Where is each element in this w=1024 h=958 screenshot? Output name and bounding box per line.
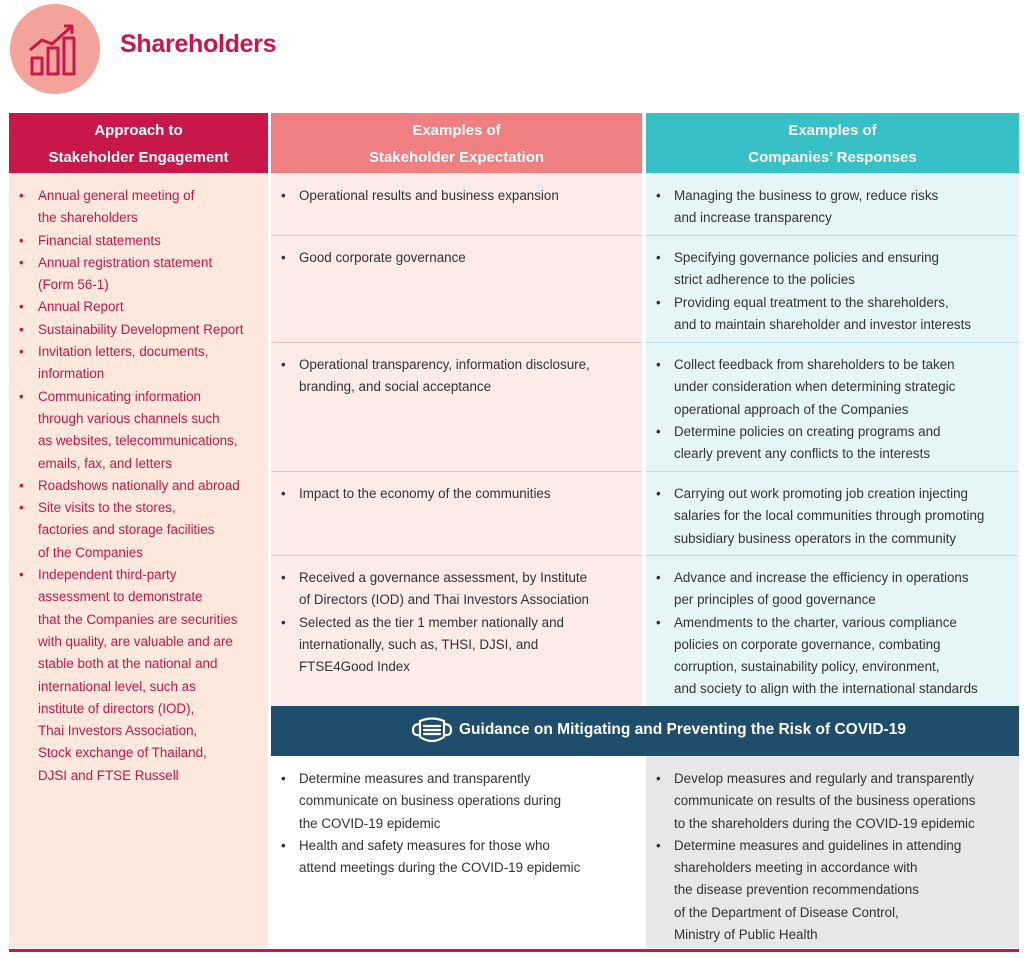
list-item: • Sustainability Development Report bbox=[9, 319, 268, 341]
list-item: • Managing the business to grow, reduce risks and increase transparency bbox=[646, 185, 1019, 230]
list-item: • Collect feedback from shareholders to be taken under consideration when determining strategic operational approach of the Companies bbox=[646, 354, 1019, 421]
header-line: Companies’ Responses bbox=[748, 149, 917, 166]
row-divider bbox=[271, 342, 642, 343]
row-divider bbox=[271, 471, 642, 472]
covid-section-title: Guidance on Mitigating and Preventing the Risk of COVID-19 bbox=[459, 721, 906, 738]
list-item: • Determine measures and guidelines in attending shareholders meeting in accordance with the disease prevention recommendations of the Department of Disease Control, Ministry of Public Health bbox=[646, 835, 1019, 946]
covid-expectations-list bbox=[271, 768, 642, 879]
expectations-list bbox=[271, 185, 642, 207]
list-item: • Received a governance assessment, by Institute of Directors (IOD) and Thai Investors Association bbox=[271, 567, 642, 612]
table-row bbox=[646, 173, 1019, 235]
header-line: Stakeholder Expectation bbox=[368, 149, 545, 166]
list-item: • Operational transparency, information disclosure, branding, and social acceptance bbox=[271, 354, 642, 399]
bottom-divider bbox=[9, 949, 1019, 952]
list-item: • Impact to the economy of the communities bbox=[271, 483, 642, 505]
list-item: • Develop measures and regularly and transparently communicate on results of the business operations to the shareholders during the COVID-19 epidemic bbox=[646, 768, 1019, 835]
list-item: • Carrying out work promoting job creation injecting salaries for the local communities through promoting subsidiary business operators in the community bbox=[646, 483, 1019, 550]
responses-list bbox=[646, 247, 1019, 336]
face-mask-icon bbox=[411, 715, 453, 747]
header-responses bbox=[646, 113, 1019, 173]
row-divider bbox=[271, 235, 642, 236]
expectation-column bbox=[271, 173, 642, 706]
table-row bbox=[271, 173, 642, 235]
list-item: • Advance and increase the efficiency in operations per principles of good governance bbox=[646, 567, 1019, 612]
table-row bbox=[646, 555, 1019, 706]
list-item: • Annual general meeting of the shareholders bbox=[9, 185, 268, 230]
list-item: • Roadshows nationally and abroad bbox=[9, 475, 268, 497]
list-item: • Amendments to the charter, various compliance policies on corporate governance, combating corruption, sustainability policy, environment, and society to align with the international standards bbox=[646, 612, 1019, 701]
expectations-list bbox=[271, 247, 642, 269]
header-line: Stakeholder Engagement bbox=[48, 149, 229, 166]
header-expectation bbox=[271, 113, 642, 173]
list-item: • Communicating information through various channels such as websites, telecommunications, emails, fax, and letters bbox=[9, 386, 268, 475]
responses-column bbox=[646, 173, 1019, 706]
list-item: • Determine policies on creating programs and clearly prevent any conflicts to the interests bbox=[646, 421, 1019, 466]
header-line: Examples of bbox=[788, 122, 877, 139]
row-divider bbox=[646, 555, 1019, 556]
covid-expectations-cell bbox=[271, 756, 642, 948]
page-title: Shareholders bbox=[120, 30, 277, 58]
list-item: • Financial statements bbox=[9, 230, 268, 252]
list-item: • Specifying governance policies and ensuring strict adherence to the policies bbox=[646, 247, 1019, 292]
list-item: • Selected as the tier 1 member nationally and internationally, such as, THSI, DJSI, and FTSE4Good Index bbox=[271, 612, 642, 679]
list-item: • Operational results and business expansion bbox=[271, 185, 642, 207]
list-item: • Independent third-party assessment to demonstrate that the Companies are securities with quality, are valuable and are stable both at the national and international level, such as institute of directors (IOD), Thai Investors Association, Stock exchange of Thailand, DJSI and FTSE Russell bbox=[9, 564, 268, 787]
approach-list bbox=[9, 185, 268, 787]
expectations-list bbox=[271, 483, 642, 505]
covid-section-header bbox=[271, 706, 1019, 756]
list-item: • Health and safety measures for those who attend meetings during the COVID-19 epidemic bbox=[271, 835, 642, 880]
list-item: • Annual registration statement (Form 56-1) bbox=[9, 252, 268, 297]
row-divider bbox=[646, 471, 1019, 472]
table-row bbox=[271, 342, 642, 471]
list-item: • Invitation letters, documents, information bbox=[9, 341, 268, 386]
responses-list bbox=[646, 185, 1019, 230]
approach-column bbox=[9, 173, 268, 948]
responses-list bbox=[646, 354, 1019, 465]
table-row bbox=[646, 235, 1019, 342]
list-item: • Site visits to the stores, factories and storage facilities of the Companies bbox=[9, 497, 268, 564]
table-row bbox=[271, 471, 642, 555]
table-row bbox=[646, 471, 1019, 555]
row-divider bbox=[646, 342, 1019, 343]
expectations-list bbox=[271, 354, 642, 399]
table-row bbox=[271, 555, 642, 706]
list-item: • Determine measures and transparently communicate on business operations during the COVID-19 epidemic bbox=[271, 768, 642, 835]
list-item: • Good corporate governance bbox=[271, 247, 642, 269]
title-icon-circle bbox=[10, 4, 100, 94]
header-line: Approach to bbox=[94, 122, 183, 139]
row-divider bbox=[646, 235, 1019, 236]
table-row bbox=[646, 342, 1019, 471]
covid-responses-list bbox=[646, 768, 1019, 946]
list-item: • Annual Report bbox=[9, 296, 268, 318]
header-line: Examples of bbox=[412, 122, 501, 139]
header-approach bbox=[9, 113, 268, 173]
responses-list bbox=[646, 483, 1019, 550]
table-row bbox=[271, 235, 642, 342]
responses-list bbox=[646, 567, 1019, 701]
covid-responses-cell bbox=[646, 756, 1019, 948]
list-item: • Providing equal treatment to the shareholders, and to maintain shareholder and investor interests bbox=[646, 292, 1019, 337]
row-divider bbox=[271, 555, 642, 556]
expectations-list bbox=[271, 567, 642, 678]
rising-bar-chart-icon bbox=[28, 20, 84, 78]
